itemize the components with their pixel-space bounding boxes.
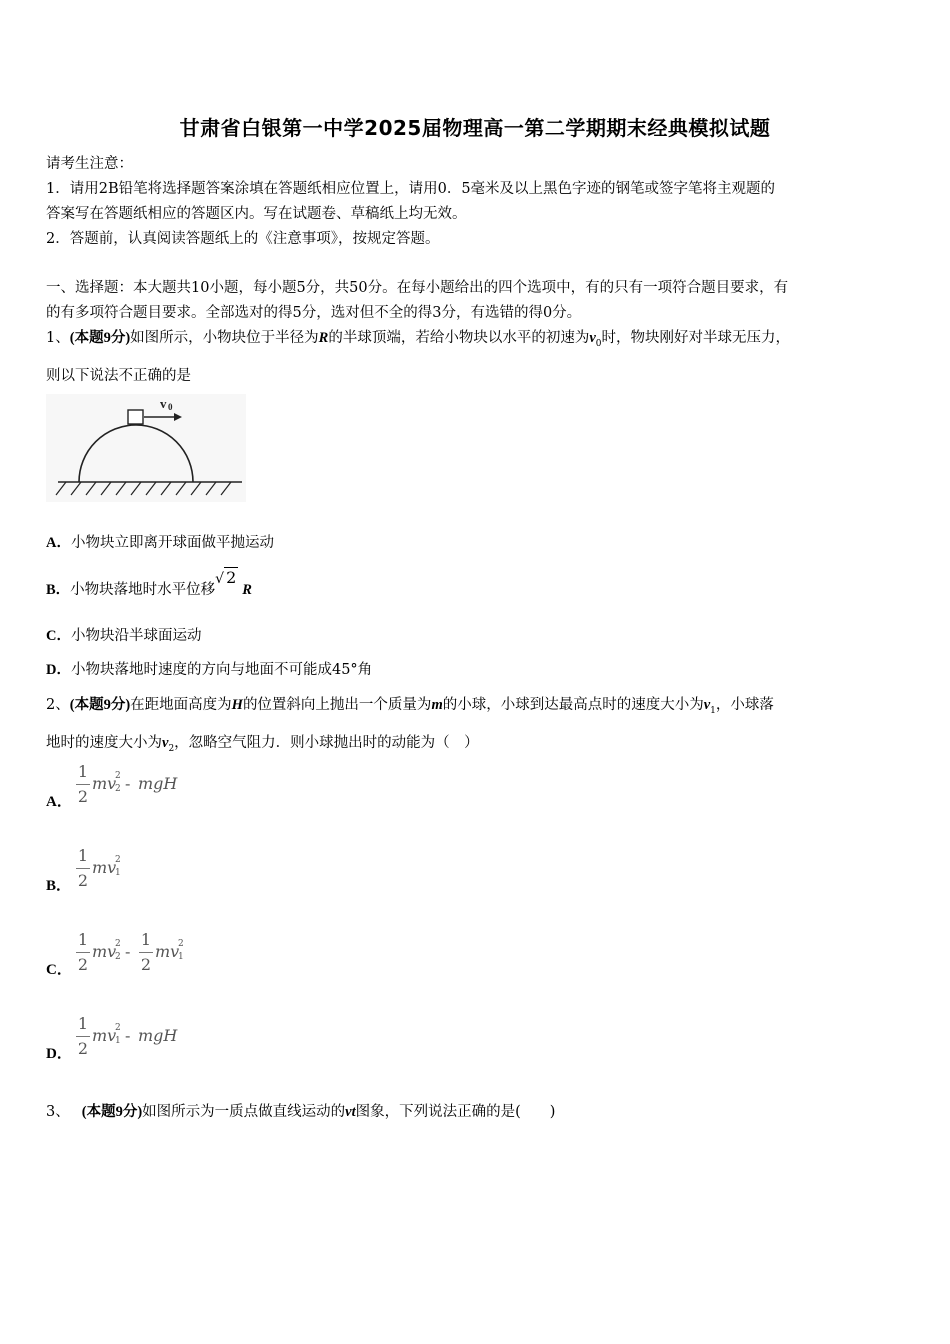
fraction-numerator: 1 bbox=[77, 846, 89, 865]
q3-number: 3、 bbox=[46, 1104, 70, 1120]
q2-stem-line-2 bbox=[46, 731, 479, 754]
q2-text-a: 在距地面高度为 bbox=[130, 697, 232, 713]
subscript: 2 bbox=[115, 784, 121, 794]
q2-sub-2: 2 bbox=[168, 743, 175, 754]
q1-sub-0: 0 bbox=[595, 338, 602, 349]
q1-option-a-label: A． bbox=[46, 535, 71, 551]
subscript: 2 bbox=[115, 952, 121, 962]
q1-option-b-text: 小物块落地时水平位移 bbox=[70, 582, 216, 598]
figure-background bbox=[46, 394, 246, 502]
q1-text-c: 时，物块刚好对半球无压力， bbox=[601, 330, 790, 346]
velocity-label-sub: 0 bbox=[168, 402, 173, 412]
q2-var-m: m bbox=[431, 697, 443, 713]
mgh-term: mgH bbox=[138, 1026, 178, 1045]
q2-option-a-label[interactable]: A． bbox=[46, 794, 72, 810]
q2-points: (本题9分) bbox=[69, 697, 131, 713]
q1-hemisphere-figure bbox=[46, 394, 246, 502]
section-line-2: 的有多项符合题目要求。全部选对的得5分，选对但不全的得3分，有选错的得0分。 bbox=[46, 305, 582, 321]
velocity-label: v bbox=[160, 396, 167, 411]
notice-line-2: 2．答题前，认真阅读答题纸上的《注意事项》，按规定答题。 bbox=[46, 231, 440, 247]
q1-points: (本题9分) bbox=[69, 330, 131, 346]
q3-stem bbox=[46, 1100, 555, 1121]
q3-text-b: 图象，下列说法正确的是( ) bbox=[355, 1104, 556, 1120]
q1-var-v0: v bbox=[589, 330, 596, 346]
q1-option-b-var: R bbox=[242, 582, 252, 598]
mv-term: mv bbox=[92, 1026, 117, 1045]
q1-option-d-text: 小物块落地时速度的方向与地面不可能成45°角 bbox=[70, 662, 373, 678]
fraction-numerator-2: 1 bbox=[140, 930, 152, 949]
q1-option-a-text: 小物块立即离开球面做平抛运动 bbox=[70, 535, 274, 551]
q2-option-c-label[interactable]: C． bbox=[46, 962, 72, 978]
q2-var-h: H bbox=[231, 697, 243, 713]
q1-option-d[interactable] bbox=[46, 658, 372, 679]
superscript: 2 bbox=[115, 855, 121, 865]
q3-text-a: 如图所示为一质点做直线运动的 bbox=[142, 1104, 346, 1120]
small-block bbox=[128, 410, 143, 424]
minus-sign: - bbox=[125, 1026, 131, 1045]
q1-text-a: 如图所示，小物块位于半径为 bbox=[130, 330, 319, 346]
subscript: 1 bbox=[115, 868, 121, 878]
superscript-2: 2 bbox=[178, 939, 184, 949]
fraction-numerator: 1 bbox=[77, 762, 89, 781]
q1-option-a[interactable] bbox=[46, 531, 274, 552]
fraction-denominator: 2 bbox=[77, 871, 89, 890]
q1-option-c-text: 小物块沿半球面运动 bbox=[70, 628, 202, 644]
fraction-denominator-2: 2 bbox=[140, 955, 152, 974]
q1-stem-line-2: 则以下说法不正确的是 bbox=[46, 368, 191, 384]
subscript-2: 1 bbox=[178, 952, 184, 962]
minus-sign: - bbox=[125, 942, 131, 961]
superscript: 2 bbox=[115, 771, 121, 781]
subscript: 1 bbox=[115, 1036, 121, 1046]
q2-text-f: ，忽略空气阻力．则小球抛出时的动能为（ ） bbox=[174, 735, 479, 751]
fraction-denominator: 2 bbox=[77, 1039, 89, 1058]
notice-line-1b: 答案写在答题纸相应的答题区内。写在试题卷、草稿纸上均无效。 bbox=[46, 206, 467, 222]
q1-option-d-label: D． bbox=[46, 662, 71, 678]
superscript: 2 bbox=[115, 939, 121, 949]
q1-number: 1、 bbox=[46, 330, 70, 346]
q3-points: (本题9分) bbox=[81, 1104, 143, 1120]
fraction-denominator: 2 bbox=[77, 787, 89, 806]
mv-term-2: mv bbox=[155, 942, 180, 961]
q1-option-b-label: B． bbox=[46, 582, 71, 598]
q2-option-b-label[interactable]: B． bbox=[46, 878, 72, 894]
q2-var-v1: v bbox=[703, 697, 711, 713]
q1-option-c-label: C． bbox=[46, 628, 71, 644]
mv-term: mv bbox=[92, 942, 117, 961]
q2-text-e: 地时的速度大小为 bbox=[46, 735, 162, 751]
fraction-numerator: 1 bbox=[77, 930, 89, 949]
q1-var-r: R bbox=[318, 330, 329, 346]
section-line-1: 一、选择题：本大题共10小题，每小题5分，共50分。在每小题给出的四个选项中，有的只有一项符合题目要求，有 bbox=[46, 280, 789, 296]
q2-text-c: 的小球，小球到达最高点时的速度大小为 bbox=[442, 697, 704, 713]
q2-option-c-formula[interactable] bbox=[76, 930, 216, 980]
q2-stem-line-1 bbox=[46, 693, 774, 716]
sqrt-number: 2 bbox=[226, 568, 237, 587]
q2-sub-1: 1 bbox=[710, 705, 716, 716]
q2-var-v2: v bbox=[162, 735, 169, 751]
q2-option-d-formula[interactable] bbox=[76, 1014, 216, 1064]
q1-stem-line-1 bbox=[46, 326, 790, 349]
q1-option-b[interactable] bbox=[46, 568, 252, 599]
fraction-numerator: 1 bbox=[77, 1014, 89, 1033]
q1-text-b: 的半球顶端，若给小物块以水平的初速为 bbox=[328, 330, 590, 346]
q2-number: 2、 bbox=[46, 697, 70, 713]
notice-heading: 请考生注意： bbox=[46, 156, 133, 172]
q2-option-a-formula[interactable] bbox=[76, 762, 216, 812]
q2-text-d: ，小球落 bbox=[715, 697, 774, 713]
fraction-denominator: 2 bbox=[77, 955, 89, 974]
sqrt-radical: √ bbox=[215, 571, 225, 587]
q2-text-b: 的位置斜向上抛出一个质量为 bbox=[242, 697, 432, 713]
notice-line-1: 1．请用2B铅笔将选择题答案涂填在答题纸相应位置上，请用0．5毫米及以上黑色字迹的钢笔或签字笔将主观题的 bbox=[46, 181, 776, 197]
q2-option-b-formula[interactable] bbox=[76, 846, 156, 896]
mv-term: mv bbox=[92, 858, 117, 877]
minus-sign: - bbox=[125, 774, 131, 793]
q1-option-c[interactable] bbox=[46, 624, 201, 645]
mgh-term: mgH bbox=[138, 774, 178, 793]
mv-term: mv bbox=[92, 774, 117, 793]
q2-option-d-label[interactable]: D． bbox=[46, 1046, 72, 1062]
superscript: 2 bbox=[115, 1023, 121, 1033]
page-title: 甘肃省白银第一中学2025届物理高一第二学期期末经典模拟试题 bbox=[179, 116, 771, 140]
q3-var-vt: vt bbox=[345, 1104, 356, 1120]
